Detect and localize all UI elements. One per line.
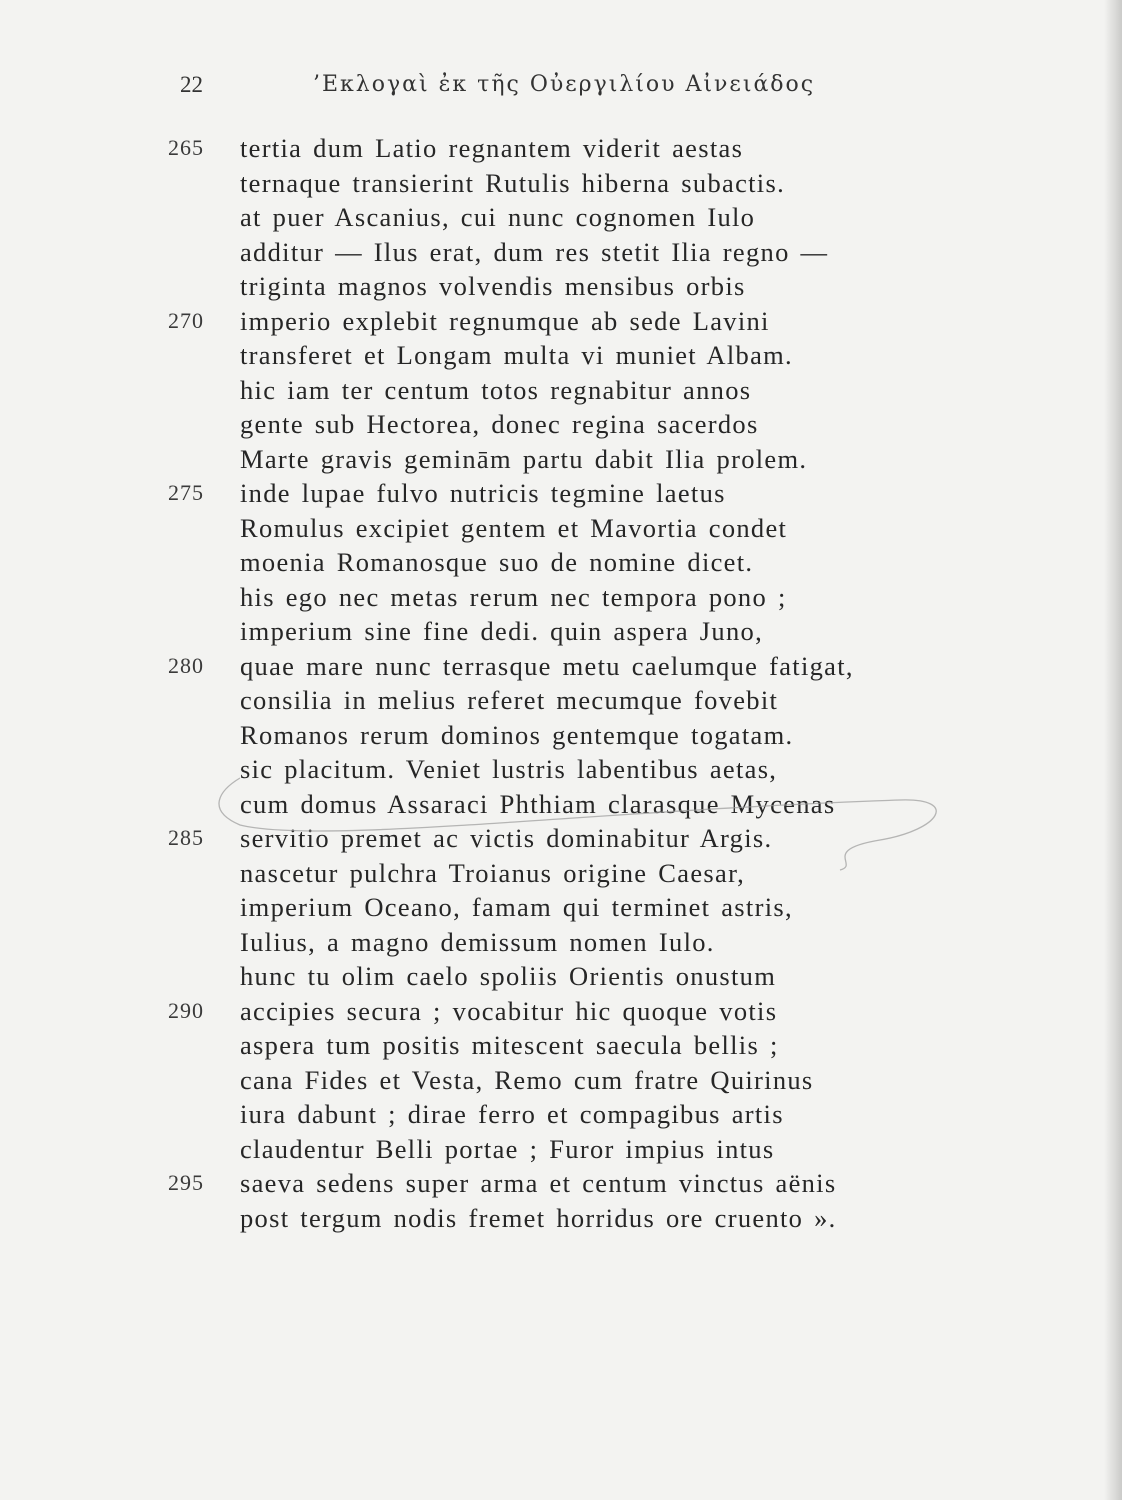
verse-line (0, 409, 1122, 444)
verse-line (0, 547, 1122, 582)
verse-text: Romulus excipiet gentem et Mavortia condet (240, 512, 788, 543)
verse-text: hunc tu olim caelo spoliis Orientis onustum (240, 961, 777, 991)
verse-line (0, 651, 1122, 686)
verse-text: imperium sine fine dedi. quin aspera Juno, (240, 616, 763, 646)
verse-text: imperium Oceano, famam qui terminet astris, (240, 892, 793, 922)
verse-text: accipies secura ; vocabitur hic quoque votis (240, 995, 778, 1026)
verse-line (0, 478, 1122, 513)
verse-line (0, 1030, 1122, 1065)
running-title: ’Εκλογαὶ ἐκ τῆς Οὐεργιλίου Αἰνειάδος (313, 72, 816, 97)
verse-text: moenia Romanosque suo de nomine dicet. (240, 547, 754, 577)
verse-list (0, 133, 1122, 1237)
verse-text: servitio premet ac victis dominabitur Argis. (240, 823, 773, 853)
verse-text: saeva sedens super arma et centum vinctus aënis (240, 1168, 837, 1198)
verse-text: additur — Ilus erat, dum res stetit Ilia regno — (240, 236, 829, 267)
verse-text: hic iam ter centum totos regnabitur annos (240, 374, 752, 405)
verse-line (0, 720, 1122, 755)
verse-text: ternaque transierint Rutulis hiberna subactis. (240, 167, 785, 198)
verse-line (0, 582, 1122, 617)
verse-text: tertia dum Latio regnantem viderit aestas (240, 133, 744, 163)
verse-line (0, 1134, 1122, 1169)
verse-line (0, 513, 1122, 548)
verse-text: Marte gravis geminām partu dabit Ilia prolem. (240, 443, 808, 474)
verse-line (0, 168, 1122, 203)
verse-text: sic placitum. Veniet lustris labentibus aetas, (240, 754, 778, 784)
verse-number: 280 (168, 652, 204, 678)
verse-line (0, 1099, 1122, 1134)
verse-line (0, 1168, 1122, 1203)
verse-line (0, 754, 1122, 789)
verse-text: claudentur Belli portae ; Furor impius intus (240, 1133, 775, 1164)
verse-text: imperio explebit regnumque ab sede Lavini (240, 305, 770, 336)
verse-text: transferet et Longam multa vi muniet Albam. (240, 340, 793, 370)
verse-line (0, 133, 1122, 168)
verse-line (0, 202, 1122, 237)
verse-text: inde lupae fulvo nutricis tegmine laetus (240, 478, 726, 508)
verse-text: Iulius, a magno demissum nomen Iulo. (240, 926, 715, 957)
verse-text: iura dabunt ; dirae ferro et compagibus artis (240, 1099, 784, 1129)
verse-text: quae mare nunc terrasque metu caelumque fatigat, (240, 650, 854, 681)
verse-line (0, 306, 1122, 341)
verse-line (0, 1065, 1122, 1100)
verse-line (0, 789, 1122, 824)
verse-number: 285 (168, 825, 204, 850)
verse-line (0, 444, 1122, 479)
verse-number: 275 (168, 480, 204, 505)
verse-line (0, 340, 1122, 375)
verse-number: 290 (168, 997, 204, 1023)
verse-line (0, 996, 1122, 1031)
verse-number: 265 (168, 135, 204, 160)
verse-line (0, 237, 1122, 272)
verse-line (0, 823, 1122, 858)
verse-text: nascetur pulchra Troianus origine Caesar, (240, 857, 746, 888)
page-header (180, 72, 920, 112)
verse-text: cana Fides et Vesta, Remo cum fratre Quirinus (240, 1064, 814, 1095)
verse-line (0, 271, 1122, 306)
verse-line (0, 961, 1122, 996)
verse-number: 270 (168, 307, 204, 333)
verse-number: 295 (168, 1170, 204, 1195)
verse-text: gente sub Hectorea, donec regina sacerdos (240, 409, 759, 439)
verse-line (0, 685, 1122, 720)
verse-line (0, 616, 1122, 651)
verse-line (0, 892, 1122, 927)
verse-text: aspera tum positis mitescent saecula bellis ; (240, 1030, 779, 1060)
page-number: 22 (180, 72, 203, 97)
verse-text: post tergum nodis fremet horridus ore cruento ». (240, 1202, 837, 1233)
verse-text: his ego nec metas rerum nec tempora pono ; (240, 581, 787, 612)
verse-line (0, 375, 1122, 410)
verse-text: triginta magnos volvendis mensibus orbis (240, 271, 746, 301)
verse-line (0, 858, 1122, 893)
verse-line (0, 1203, 1122, 1238)
verse-text: cum domus Assaraci Phthiam clarasque Mycenas (240, 788, 836, 819)
verse-text: Romanos rerum dominos gentemque togatam. (240, 719, 794, 750)
verse-text: consilia in melius referet mecumque fovebit (240, 685, 779, 715)
verse-text: at puer Ascanius, cui nunc cognomen Iulo (240, 202, 756, 232)
verse-line (0, 927, 1122, 962)
